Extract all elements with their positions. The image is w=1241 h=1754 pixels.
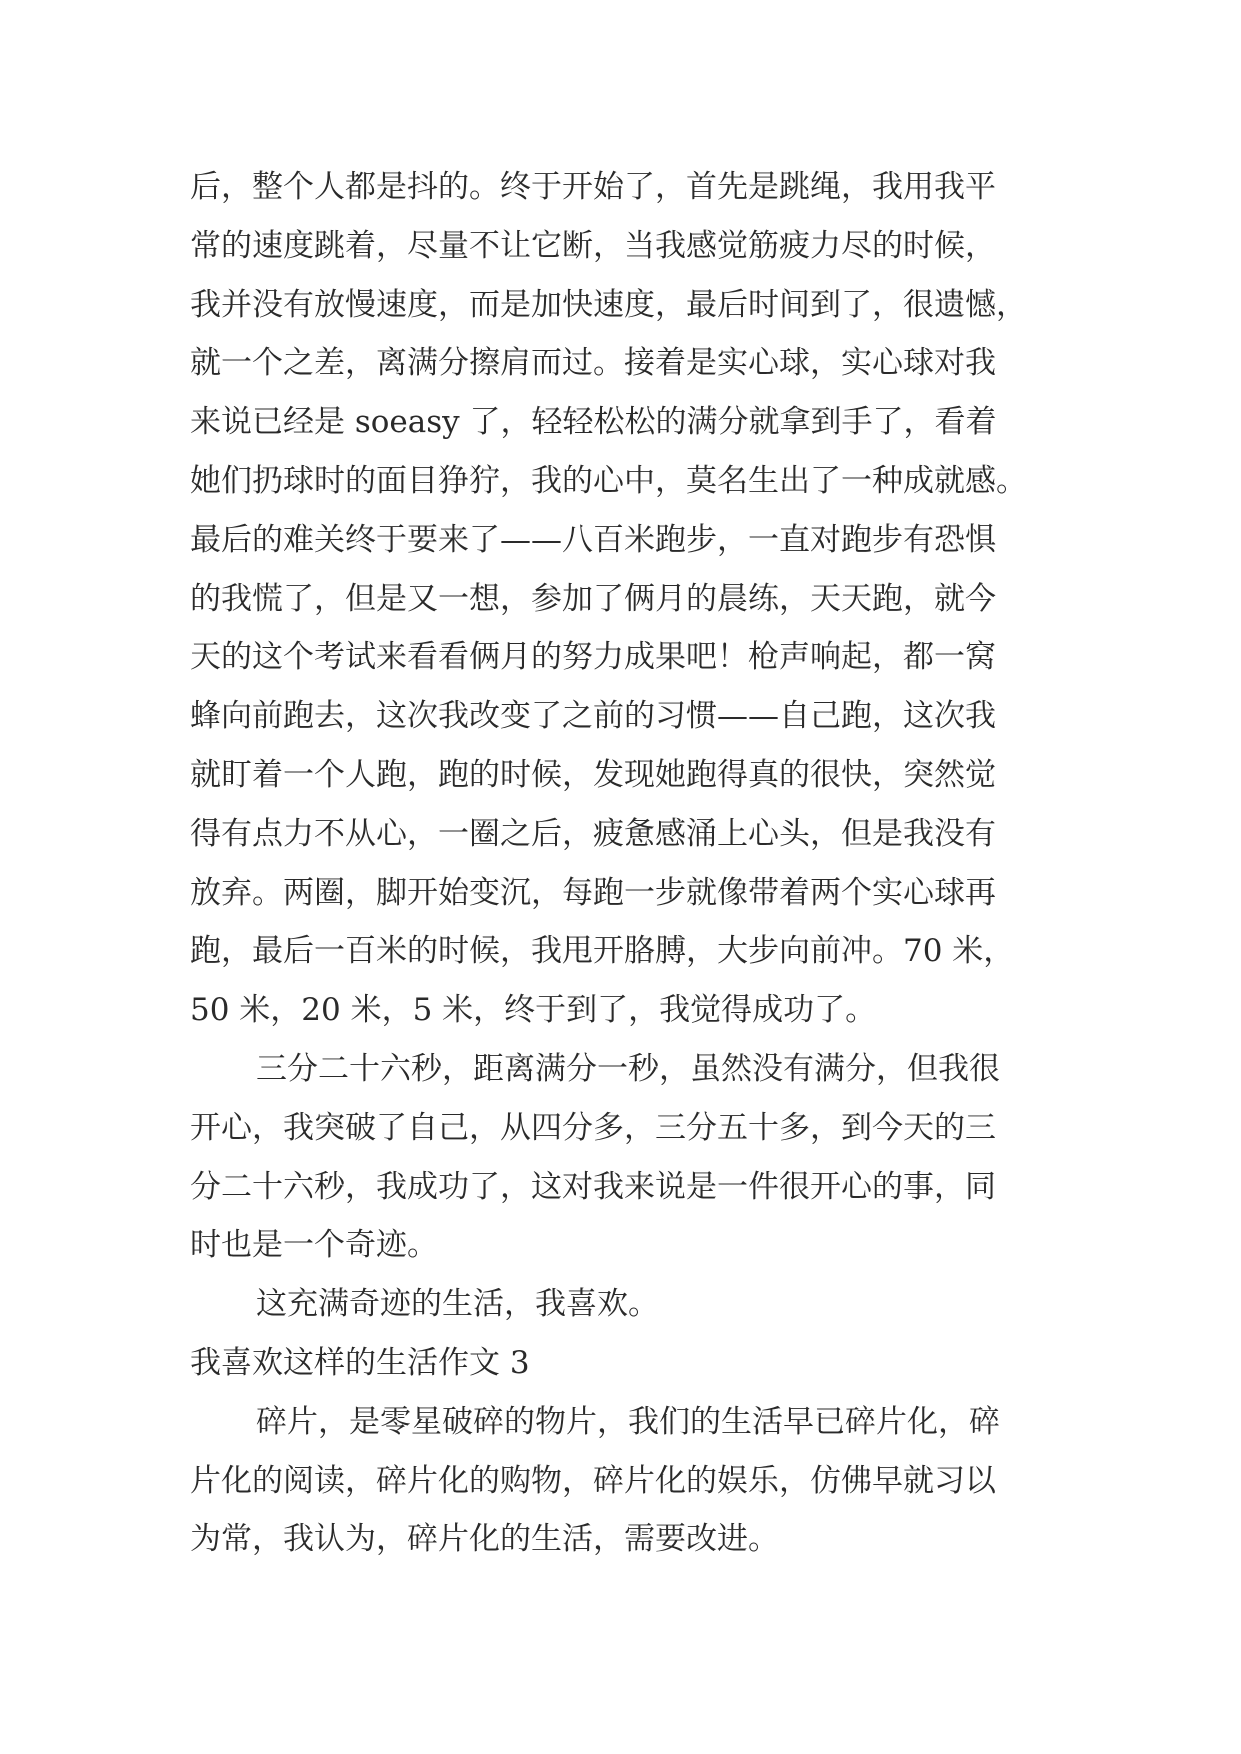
text-line: 就一个之差，离满分擦肩而过。接着是实心球，实心球对我: [190, 345, 996, 382]
text-line: 跑，最后一百米的时候，我甩开胳膊，大步向前冲。70 米，: [190, 933, 1015, 970]
text-line: 得有点力不从心，一圈之后，疲惫感涌上心头，但是我没有: [190, 815, 996, 852]
section-heading: 我喜欢这样的生活作文 3: [190, 1344, 530, 1381]
text-line: 常的速度跳着，尽量不让它断，当我感觉筋疲力尽的时候，: [190, 227, 996, 264]
text-line: 放弃。两圈，脚开始变沉，每跑一步就像带着两个实心球再: [190, 874, 996, 911]
text-line: 开心，我突破了自己，从四分多，三分五十多，到今天的三: [190, 1109, 996, 1146]
text-line: 分二十六秒，我成功了，这对我来说是一件很开心的事，同: [190, 1168, 996, 1205]
text-line: 来说已经是 soeasy 了，轻轻松松的满分就拿到手了，看着: [190, 404, 997, 441]
document-body: [190, 158, 1070, 1569]
text-line: 时也是一个奇迹。: [190, 1227, 438, 1264]
text-line: 这充满奇迹的生活，我喜欢。: [256, 1286, 659, 1323]
text-line: 50 米，20 米，5 米，终于到了，我觉得成功了。: [190, 992, 877, 1029]
text-line: 碎片，是零星破碎的物片，我们的生活早已碎片化，碎: [256, 1403, 1000, 1440]
text-line: 天的这个考试来看看俩月的努力成果吧！枪声响起，都一窝: [190, 639, 996, 676]
text-line: 为常，我认为，碎片化的生活，需要改进。: [190, 1521, 779, 1558]
text-line: 我并没有放慢速度，而是加快速度，最后时间到了，很遗憾，: [190, 286, 1027, 323]
text-line: 三分二十六秒，距离满分一秒，虽然没有满分，但我很: [256, 1050, 1000, 1087]
text-line: 她们扔球时的面目狰狞，我的心中，莫名生出了一种成就感。: [190, 462, 1027, 499]
text-line: 蜂向前跑去，这次我改变了之前的习惯——自己跑，这次我: [190, 698, 996, 735]
text-line: 最后的难关终于要来了——八百米跑步，一直对跑步有恐惧: [190, 521, 996, 558]
text-line: 片化的阅读，碎片化的购物，碎片化的娱乐，仿佛早就习以: [190, 1462, 996, 1499]
text-line: 的我慌了，但是又一想，参加了俩月的晨练，天天跑，就今: [190, 580, 996, 617]
text-line: 就盯着一个人跑，跑的时候，发现她跑得真的很快，突然觉: [190, 756, 996, 793]
text-line: 后，整个人都是抖的。终于开始了，首先是跳绳，我用我平: [190, 169, 996, 205]
